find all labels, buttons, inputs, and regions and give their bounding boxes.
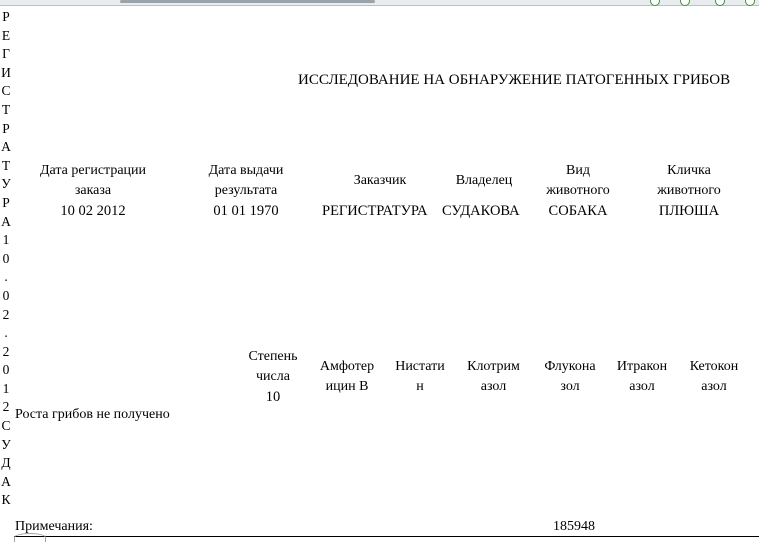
result-date-value: 01 01 1970 <box>213 203 279 219</box>
vertical-code-char: Р <box>2 194 10 210</box>
vertical-code-char: Д <box>1 455 11 471</box>
circle-icon <box>650 0 660 6</box>
species-value: СОБАКА <box>548 203 608 219</box>
result-text: Роста грибов не получено <box>15 407 170 422</box>
vertical-code-char: А <box>1 213 11 229</box>
vertical-code-char: 1 <box>2 380 10 396</box>
drug-header: Итракон азол <box>616 359 668 394</box>
vertical-code-char: 2 <box>2 399 10 415</box>
customer-label: Заказчик <box>353 173 407 188</box>
vertical-code-char: . <box>4 269 8 285</box>
drug-header: Амфотер ицин В <box>319 359 375 394</box>
drug-header: Нистати н <box>395 359 445 394</box>
vertical-code-char: Р <box>2 9 10 24</box>
vertical-code-char: У <box>1 176 11 192</box>
notes-label: Примечания: <box>15 519 93 534</box>
page-title: ИССЛЕДОВАНИЕ НА ОБНАРУЖЕНИЕ ПАТОГЕННЫХ ГРИБОВ <box>298 72 731 88</box>
vertical-code-char: 0 <box>2 287 10 303</box>
reg-date-label: Дата регистрации заказа <box>39 163 147 198</box>
vertical-code-char: И <box>1 64 11 80</box>
bottom-border <box>14 536 759 537</box>
vertical-code-char: А <box>1 473 11 489</box>
circle-icon <box>745 0 755 6</box>
vertical-code-char: У <box>1 436 11 452</box>
species-label: Вид животного <box>546 163 610 198</box>
drug-header: Клотрим азол <box>467 359 520 394</box>
horizontal-scrollbar[interactable] <box>0 0 759 6</box>
result-date-label: Дата выдачи результата <box>208 163 284 198</box>
vertical-code-char: Т <box>1 101 11 117</box>
vertical-code-char: 2 <box>2 306 10 322</box>
order-number: 185948 <box>553 519 595 534</box>
vertical-code-char: 2 <box>2 343 10 359</box>
vertical-code-char: Т <box>1 157 11 173</box>
vertical-code-char: . <box>4 325 8 341</box>
vertical-code-char: 1 <box>2 232 10 248</box>
pet-name-value: ПЛЮША <box>658 203 720 219</box>
reg-date-value: 10 02 2012 <box>60 203 126 219</box>
vertical-code-char: Р <box>2 120 10 136</box>
vertical-code-char: 0 <box>2 362 10 378</box>
vertical-code-column <box>0 8 12 510</box>
owner-value: СУДАКОВА <box>442 203 520 219</box>
vertical-code-char: 0 <box>2 250 10 266</box>
corner-decoration <box>14 533 46 542</box>
drug-header: Кетокон азол <box>689 359 739 394</box>
vertical-code-char: С <box>1 83 11 99</box>
vertical-code-char: А <box>1 139 11 155</box>
drug-header: Флукона зол <box>544 359 596 394</box>
customer-value: РЕГИСТРАТУРА <box>322 203 428 219</box>
vertical-code-char: Г <box>2 46 10 62</box>
circle-icon <box>680 0 690 6</box>
vertical-code-char: К <box>1 492 11 508</box>
vertical-code-char: Е <box>1 27 11 43</box>
pet-name-label: Кличка животного <box>657 163 721 198</box>
owner-label: Владелец <box>455 173 513 188</box>
scrollbar-thumb[interactable] <box>120 0 375 3</box>
degree-label: Степень числа <box>248 349 298 384</box>
vertical-code-char: С <box>1 418 11 434</box>
degree-value: 10 <box>265 389 281 405</box>
circle-icon <box>715 0 725 6</box>
